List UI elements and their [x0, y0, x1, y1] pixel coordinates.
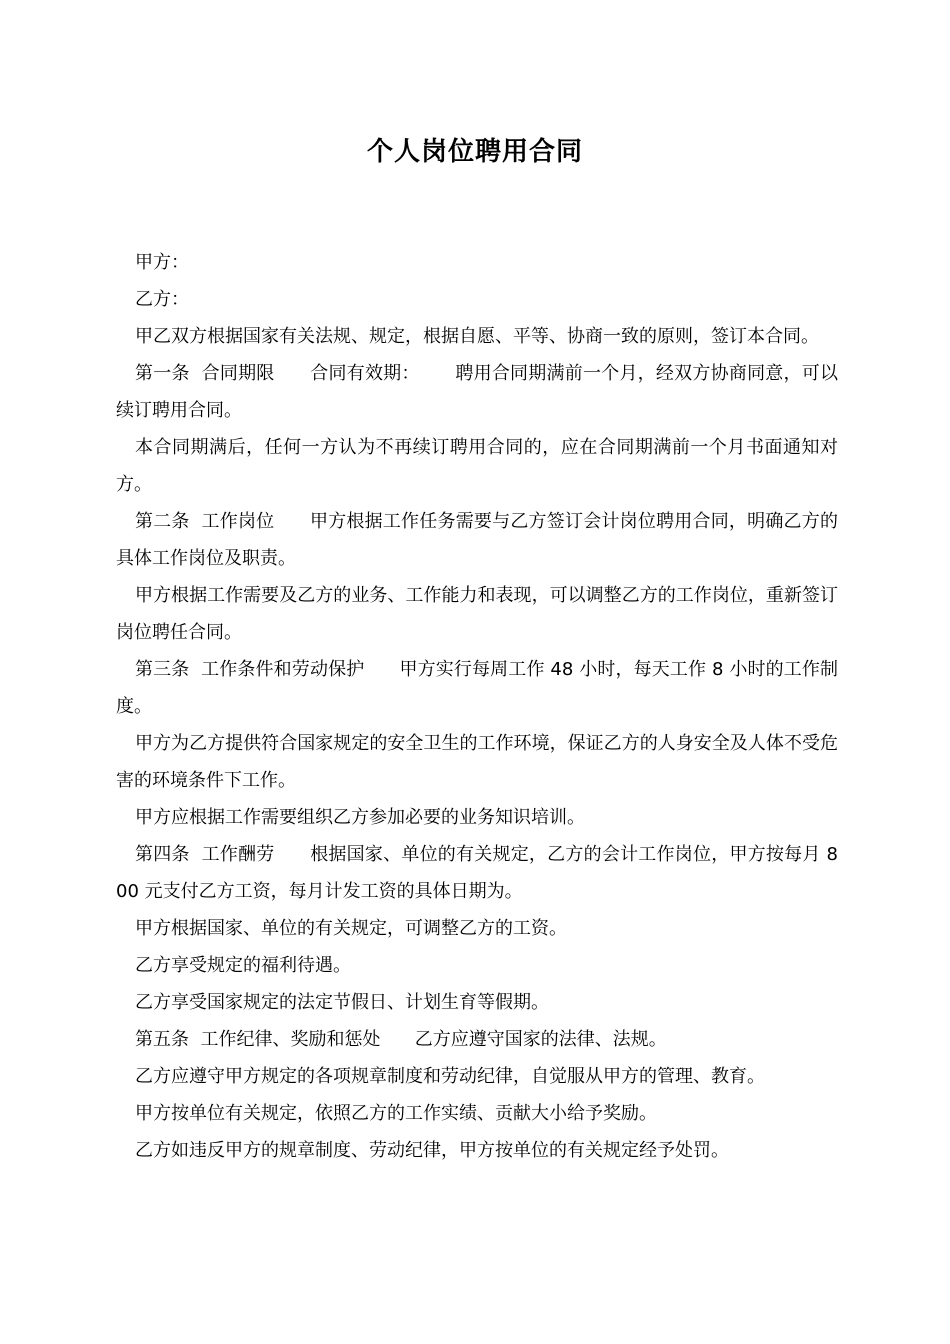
paragraph-article-4-welfare: 乙方享受规定的福利待遇。: [135, 955, 351, 976]
paragraph-article-5-reward: 甲方按单位有关规定，依照乙方的工作实绩、贡献大小给予奖励。: [135, 1103, 657, 1124]
paragraph-article-5-penalty: 乙方如违反甲方的规章制度、劳动纪律，甲方按单位的有关规定经予处罚。: [135, 1140, 729, 1161]
paragraph-article-1-renewal: 本合同期满后，任何一方认为不再续订聘用合同的，应在合同期满前一个月书面通知对方。: [116, 437, 838, 495]
paragraph-article-4-salary-adjust: 甲方根据国家、单位的有关规定，可调整乙方的工资。: [135, 918, 567, 939]
paragraph-article-1: 第一条 合同期限 合同有效期： 聘用合同期满前一个月，经双方协商同意，可以续订聘用合同。: [116, 363, 838, 421]
paragraph-article-4: 第四条 工作酬劳 根据国家、单位的有关规定，乙方的会计工作岗位，甲方按每月 800 元支付乙方工资，每月计发工资的具体日期为。: [116, 844, 838, 902]
paragraph-article-3-training: 甲方应根据工作需要组织乙方参加必要的业务知识培训。: [135, 807, 585, 828]
paragraph-article-3-safety: 甲方为乙方提供符合国家规定的安全卫生的工作环境，保证乙方的人身安全及人体不受危害的环境条件下工作。: [116, 733, 838, 791]
paragraph-article-2: 第二条 工作岗位 甲方根据工作任务需要与乙方签订会计岗位聘用合同，明确乙方的具体工作岗位及职责。: [116, 511, 838, 569]
paragraph-article-3: 第三条 工作条件和劳动保护 甲方实行每周工作 48 小时，每天工作 8 小时的工作制度。: [116, 659, 838, 717]
paragraph-preamble: 甲乙双方根据国家有关法规、规定，根据自愿、平等、协商一致的原则，签订本合同。: [135, 326, 819, 347]
paragraph-party-a: 甲方：: [135, 252, 189, 273]
paragraph-article-4-holidays: 乙方享受国家规定的法定节假日、计划生育等假期。: [135, 992, 549, 1013]
document-title: 个人岗位聘用合同: [366, 137, 583, 167]
paragraph-article-2-adjust: 甲方根据工作需要及乙方的业务、工作能力和表现，可以调整乙方的工作岗位，重新签订岗位聘任合同。: [116, 585, 838, 643]
document-body: [116, 244, 838, 1169]
paragraph-party-b: 乙方：: [135, 289, 189, 310]
paragraph-article-5-discipline: 乙方应遵守甲方规定的各项规章制度和劳动纪律，自觉服从甲方的管理、教育。: [135, 1066, 765, 1087]
paragraph-article-5: 第五条 工作纪律、奖励和惩处 乙方应遵守国家的法律、法规。: [135, 1029, 667, 1050]
